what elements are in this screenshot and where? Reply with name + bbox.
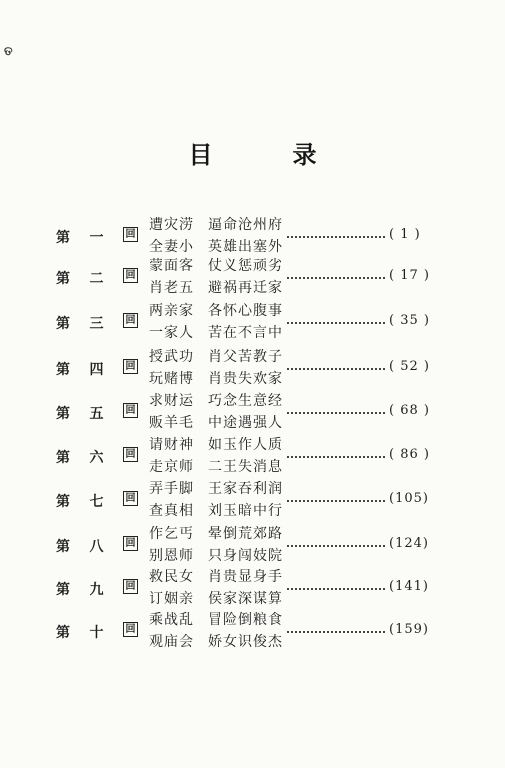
chapter-label-hui: 回 bbox=[123, 359, 138, 374]
chapter-label-di: 第 bbox=[56, 271, 70, 287]
toc-entry-6 bbox=[0, 434, 505, 478]
toc-entry-2 bbox=[0, 255, 505, 299]
chapter-num-text: 五 bbox=[89, 406, 104, 422]
toc-entry-8 bbox=[0, 523, 505, 567]
title-line2-part2: 英雄出塞外 bbox=[208, 239, 283, 255]
chapter-label-di: 第 bbox=[56, 450, 70, 466]
dot-leader bbox=[287, 500, 385, 502]
chapter-label-di: 第 bbox=[56, 494, 70, 510]
page-number: (141) bbox=[389, 579, 429, 594]
page-title: 目 录 bbox=[188, 140, 345, 169]
title-line2-part1: 别恩师 bbox=[149, 548, 194, 564]
toc-entry-9 bbox=[0, 566, 505, 610]
page-number: (105) bbox=[389, 491, 429, 506]
title-line2-part1: 走京师 bbox=[149, 459, 194, 475]
chapter-number bbox=[56, 268, 138, 288]
title-line1-part1: 两亲家 bbox=[149, 303, 194, 319]
chapter-num-text: 一 bbox=[89, 230, 104, 246]
dot-leader bbox=[287, 277, 385, 279]
chapter-label-hui: 回 bbox=[123, 491, 138, 506]
toc-entry-4 bbox=[0, 346, 505, 390]
page-number: ( 35 ) bbox=[389, 313, 430, 328]
chapter-num-text: 六 bbox=[89, 450, 104, 466]
chapter-number bbox=[56, 579, 138, 599]
title-line2-part2: 只身闯妓院 bbox=[208, 548, 283, 564]
title-line2-part2: 娇女识俊杰 bbox=[208, 634, 283, 650]
title-line2-part1: 观庙会 bbox=[149, 634, 194, 650]
chapter-number bbox=[56, 622, 138, 642]
dot-leader bbox=[287, 456, 385, 458]
chapter-number bbox=[56, 313, 138, 333]
chapter-number bbox=[56, 359, 138, 379]
title-line2-part1: 贩羊毛 bbox=[149, 415, 194, 431]
chapter-number bbox=[56, 227, 138, 247]
page-number: ( 86 ) bbox=[389, 447, 430, 462]
chapter-label-di: 第 bbox=[56, 230, 70, 246]
chapter-num-text: 二 bbox=[89, 271, 104, 287]
chapter-label-di: 第 bbox=[56, 362, 70, 378]
chapter-num-text: 十 bbox=[89, 625, 104, 641]
title-line2-part1: 订姻亲 bbox=[149, 591, 194, 607]
title-line1-part2: 肖贵显身手 bbox=[208, 569, 283, 585]
dot-leader bbox=[287, 588, 385, 590]
dot-leader bbox=[287, 631, 385, 633]
chapter-num-text: 七 bbox=[89, 494, 104, 510]
title-line2-part2: 侯家深谋算 bbox=[208, 591, 283, 607]
chapter-label-hui: 回 bbox=[123, 227, 138, 242]
dot-leader bbox=[287, 545, 385, 547]
title-line2-part2: 苦在不言中 bbox=[208, 325, 283, 341]
chapter-label-hui: 回 bbox=[123, 403, 138, 418]
chapter-num-text: 三 bbox=[89, 316, 104, 332]
chapter-label-di: 第 bbox=[56, 406, 70, 422]
title-line2-part2: 中途遇强人 bbox=[208, 415, 283, 431]
dot-leader bbox=[287, 322, 385, 324]
chapter-label-hui: 回 bbox=[123, 268, 138, 283]
title-line1-part1: 遭灾涝 bbox=[149, 217, 194, 233]
chapter-number bbox=[56, 536, 138, 556]
title-line2-part1: 一家人 bbox=[149, 325, 194, 341]
title-line1-part1: 求财运 bbox=[149, 393, 194, 409]
dot-leader bbox=[287, 236, 385, 238]
title-line2-part2: 肖贵失欢家 bbox=[208, 371, 283, 387]
title-line1-part2: 王家吞利润 bbox=[208, 481, 283, 497]
title-line1-part2: 各怀心腹事 bbox=[208, 303, 283, 319]
corner-mark: ତ bbox=[4, 44, 13, 58]
title-line2-part1: 全妻小 bbox=[149, 239, 194, 255]
toc-entry-5 bbox=[0, 390, 505, 434]
page-number: (159) bbox=[389, 622, 429, 637]
title-line1-part2: 巧念生意经 bbox=[208, 393, 283, 409]
page-number: ( 52 ) bbox=[389, 359, 430, 374]
title-line1-part2: 逼命沧州府 bbox=[208, 217, 283, 233]
page-number: (124) bbox=[389, 536, 429, 551]
title-line1-part1: 弄手脚 bbox=[149, 481, 194, 497]
chapter-label-hui: 回 bbox=[123, 536, 138, 551]
title-line1-part1: 救民女 bbox=[149, 569, 194, 585]
title-line2-part2: 避祸再迁家 bbox=[208, 280, 283, 296]
title-line2-part2: 二王失消息 bbox=[208, 459, 283, 475]
page-number: ( 1 ) bbox=[389, 227, 421, 242]
title-line1-part2: 肖父苦教子 bbox=[208, 349, 283, 365]
chapter-label-hui: 回 bbox=[123, 622, 138, 637]
toc-entry-1 bbox=[0, 214, 505, 258]
title-line1-part1: 作乞丐 bbox=[149, 526, 194, 542]
dot-leader bbox=[287, 368, 385, 370]
chapter-num-text: 八 bbox=[89, 539, 104, 555]
chapter-number bbox=[56, 447, 138, 467]
title-line1-part2: 晕倒荒郊路 bbox=[208, 526, 283, 542]
title-line2-part2: 刘玉暗中行 bbox=[208, 503, 283, 519]
chapter-label-di: 第 bbox=[56, 625, 70, 641]
title-line2-part1: 玩赌博 bbox=[149, 371, 194, 387]
chapter-label-di: 第 bbox=[56, 539, 70, 555]
title-line2-part1: 查真相 bbox=[149, 503, 194, 519]
dot-leader bbox=[287, 412, 385, 414]
title-line1-part2: 如玉作人质 bbox=[208, 437, 283, 453]
page-number: ( 68 ) bbox=[389, 403, 430, 418]
chapter-number bbox=[56, 491, 138, 511]
title-line2-part1: 肖老五 bbox=[149, 280, 194, 296]
title-line1-part1: 请财神 bbox=[149, 437, 194, 453]
chapter-label-di: 第 bbox=[56, 316, 70, 332]
toc-entry-7 bbox=[0, 478, 505, 522]
chapter-label-hui: 回 bbox=[123, 579, 138, 594]
chapter-label-di: 第 bbox=[56, 582, 70, 598]
toc-entry-10 bbox=[0, 609, 505, 653]
chapter-number bbox=[56, 403, 138, 423]
title-line1-part1: 蒙面客 bbox=[149, 258, 194, 274]
title-line1-part1: 授武功 bbox=[149, 349, 194, 365]
chapter-num-text: 四 bbox=[89, 362, 104, 378]
chapter-label-hui: 回 bbox=[123, 313, 138, 328]
title-line1-part2: 冒险倒粮食 bbox=[208, 612, 283, 628]
title-line1-part2: 仗义惩顽劣 bbox=[208, 258, 283, 274]
toc-entry-3 bbox=[0, 300, 505, 344]
title-line1-part1: 乘战乱 bbox=[149, 612, 194, 628]
chapter-num-text: 九 bbox=[89, 582, 104, 598]
chapter-label-hui: 回 bbox=[123, 447, 138, 462]
page-number: ( 17 ) bbox=[389, 268, 430, 283]
